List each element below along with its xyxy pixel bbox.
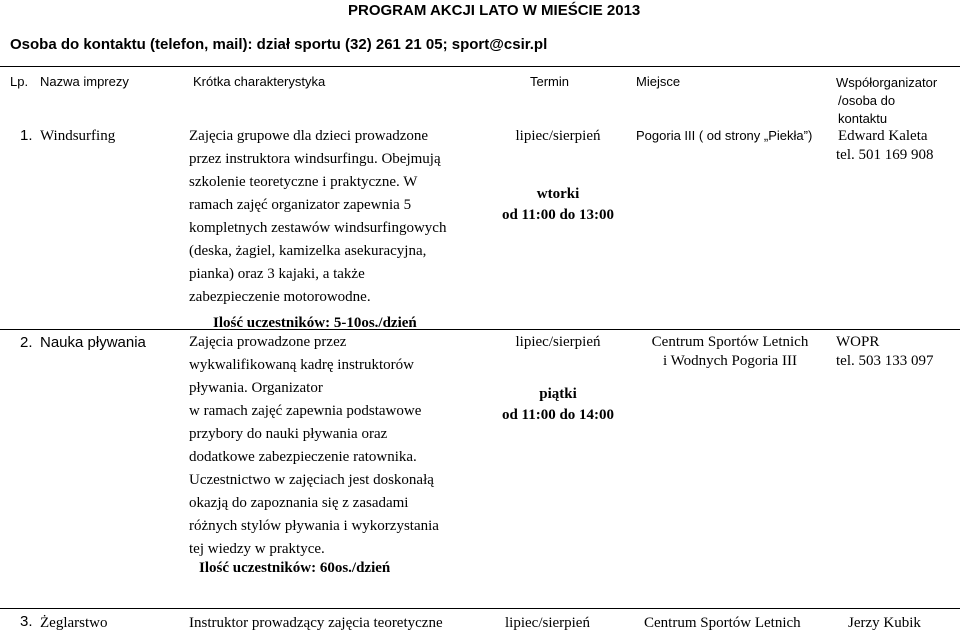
row2-term-hours: od 11:00 do 14:00 — [501, 407, 615, 423]
row1-term-hours: od 11:00 do 13:00 — [501, 207, 615, 223]
row2-place — [630, 331, 830, 373]
row2-term-months: lipiec/sierpień — [515, 334, 601, 350]
row1-participants: Ilość uczestników: 5-10os./dzień — [213, 315, 417, 331]
header-place: Miejsce — [636, 74, 681, 89]
description-line: przybory do nauki pływania oraz — [189, 426, 388, 442]
description-line: tej wiedzy w praktyce. — [189, 541, 325, 557]
row2-description — [189, 331, 439, 561]
description-line: dodatkowe zabezpieczenie ratownika. — [189, 449, 417, 465]
row1-term-day: wtorki — [536, 186, 580, 202]
document-title: PROGRAM AKCJI LATO W MIEŚCIE 2013 — [348, 2, 641, 19]
row2-lp: 2. — [20, 334, 33, 351]
row1-lp: 1. — [20, 127, 33, 144]
header-coorganizer-line: kontaktu — [838, 111, 888, 126]
row1-term-months: lipiec/sierpień — [515, 128, 601, 144]
description-line: wykwalifikowaną kadrę instruktorów — [189, 357, 414, 373]
coorganizer-line: WOPR — [836, 334, 880, 350]
header-coorganizer-line: Współorganizator — [836, 75, 938, 90]
coorganizer-line: Edward Kaleta — [838, 128, 928, 144]
place-line: i Wodnych Pogoria III — [663, 353, 797, 369]
description-line: szkolenie teoretyczne i praktyczne. W — [189, 174, 418, 190]
row2-participants: Ilość uczestników: 60os./dzień — [199, 560, 391, 576]
header-description: Krótka charakterystyka — [193, 74, 326, 89]
description-line: (deska, żagiel, kamizelka asekuracyjna, — [189, 243, 427, 259]
row3-lp: 3. — [20, 613, 33, 630]
description-line: ramach zajęć organizator zapewnia 5 — [189, 197, 412, 213]
row3-place: Centrum Sportów Letnich — [644, 615, 801, 631]
row3-coorganizer: Jerzy Kubik — [848, 615, 921, 631]
description-line: Zajęcia grupowe dla dzieci prowadzone — [189, 128, 429, 144]
header-term: Termin — [530, 74, 570, 89]
description-line: pływania. Organizator — [189, 380, 323, 396]
row3-name: Żeglarstwo — [40, 615, 108, 631]
header-name: Nazwa imprezy — [40, 74, 129, 89]
row1-description — [189, 125, 446, 309]
description-line: w ramach zajęć zapewnia podstawowe — [189, 403, 422, 419]
description-line: przez instruktora windsurfingu. Obejmują — [189, 151, 441, 167]
row1-coorganizer — [836, 125, 934, 167]
description-line: różnych stylów pływania i wykorzystania — [189, 518, 439, 534]
coorganizer-line: tel. 503 133 097 — [836, 353, 934, 369]
header-coorganizer-line: /osoba do — [838, 93, 896, 108]
row2-name: Nauka pływania — [40, 334, 146, 351]
description-line: pianka) oraz 3 kajaki, a także — [189, 266, 365, 282]
row1-name: Windsurfing — [40, 128, 116, 144]
row3-term-months: lipiec/sierpień — [505, 615, 590, 631]
row3-description: Instruktor prowadzący zajęcia teoretyczne — [189, 615, 443, 631]
row1-place: Pogoria III ( od strony „Piekła”) — [636, 128, 813, 143]
row2-coorganizer — [836, 331, 934, 373]
description-line: Uczestnictwo w zajęciach jest doskonałą — [189, 472, 434, 488]
row2-top-border — [0, 329, 960, 330]
header-coorganizer — [836, 74, 937, 128]
description-line: kompletnych zestawów windsurfingowych — [189, 220, 447, 236]
description-line: okazją do zapoznania się z zasadami — [189, 495, 409, 511]
description-line: zabezpieczenie motorowodne. — [189, 289, 371, 305]
row3-top-border — [0, 608, 960, 609]
description-line: Zajęcia prowadzone przez — [189, 334, 347, 350]
coorganizer-line: tel. 501 169 908 — [836, 147, 934, 163]
row2-term-day: piątki — [539, 386, 577, 402]
table-top-border — [0, 66, 960, 67]
contact-line: Osoba do kontaktu (telefon, mail): dział sportu (32) 261 21 05; sport@csir.pl — [10, 36, 548, 53]
place-line: Centrum Sportów Letnich — [651, 334, 809, 350]
header-lp: Lp. — [10, 74, 29, 89]
